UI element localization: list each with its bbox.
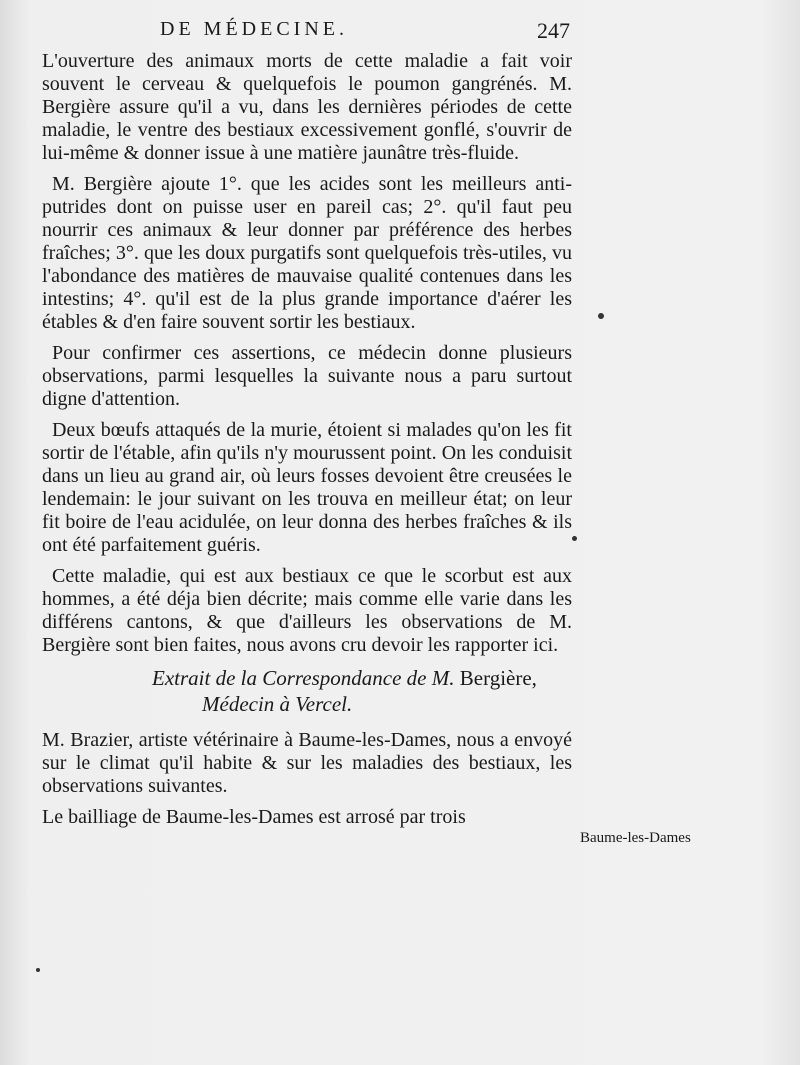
paragraph: Deux bœufs attaqués de la murie, étoient si malades qu'on les fit sortir de l'étable, afin qu'ils n'y mourussent point. On les conduisit dans un lieu au grand air, où leurs fosses devoient être creusées le lendemain: le jour suivant on les trouva en meilleur état; on leur fit boire de l'eau acidulée, on leur donna des herbes fraîches & ils ont été parfaitement guéris. <box>42 419 572 556</box>
page-header <box>40 18 570 52</box>
paragraph: M. Bergière ajoute 1°. que les acides sont les meilleurs anti-putrides dont on puisse user en pareil cas; 2°. qu'il faut peu nourrir ces animaux & leur donner par préférence des herbes fraîches; 3°. que les doux purgatifs sont quelquefois très-utiles, vu l'abondance des matières de mauvaise qualité contenues dans les intestins; 4°. qu'il est de la plus grande importance d'aérer les étables & d'en faire souvent sortir les bestiaux. <box>42 173 572 333</box>
paragraph: Le bailliage de Baume-les-Dames est arrosé par trois <box>42 806 466 828</box>
page-number: 247 <box>537 18 570 43</box>
attribution-subtitle: Médecin à Vercel. <box>202 692 353 716</box>
margin-note: Baume-les-Dames <box>580 830 691 846</box>
paragraph: Cette maladie, qui est aux bestiaux ce que le scorbut est aux hommes, a été déja bien décrite; mais comme elle varie dans les différens cantons, & que d'ailleurs les observations de M. Bergière sont bien faites, nous avons cru devoir les rapporter ici. <box>42 565 572 656</box>
paragraph: L'ouverture des animaux morts de cette maladie a fait voir souvent le cerveau & quelquefois le poumon gangrénés. M. Bergière assure qu'il a vu, dans les dernières périodes de cette maladie, le ventre des bestiaux excessivement gonflé, s'ouvrir de lui-même & donner issue à une matière jaunâtre très-fluide. <box>42 50 572 164</box>
body-text <box>42 50 572 837</box>
ink-spot <box>572 536 577 541</box>
attribution-text: Extrait de la Correspondance de M. <box>152 666 455 690</box>
attribution-name: Bergière, <box>459 666 537 690</box>
section-attribution <box>152 665 572 717</box>
ink-spot <box>36 968 40 972</box>
paragraph: M. Brazier, artiste vétérinaire à Baume-les-Dames, nous a envoyé sur le climat qu'il habite & sur les maladies des bestiaux, les observations suivantes. <box>42 729 572 797</box>
paragraph: Pour confirmer ces assertions, ce médecin donne plusieurs observations, parmi lesquelles la suivante nous a paru surtout digne d'attention. <box>42 342 572 410</box>
running-head: DE MÉDECINE. <box>160 18 348 40</box>
ink-spot <box>598 313 604 319</box>
